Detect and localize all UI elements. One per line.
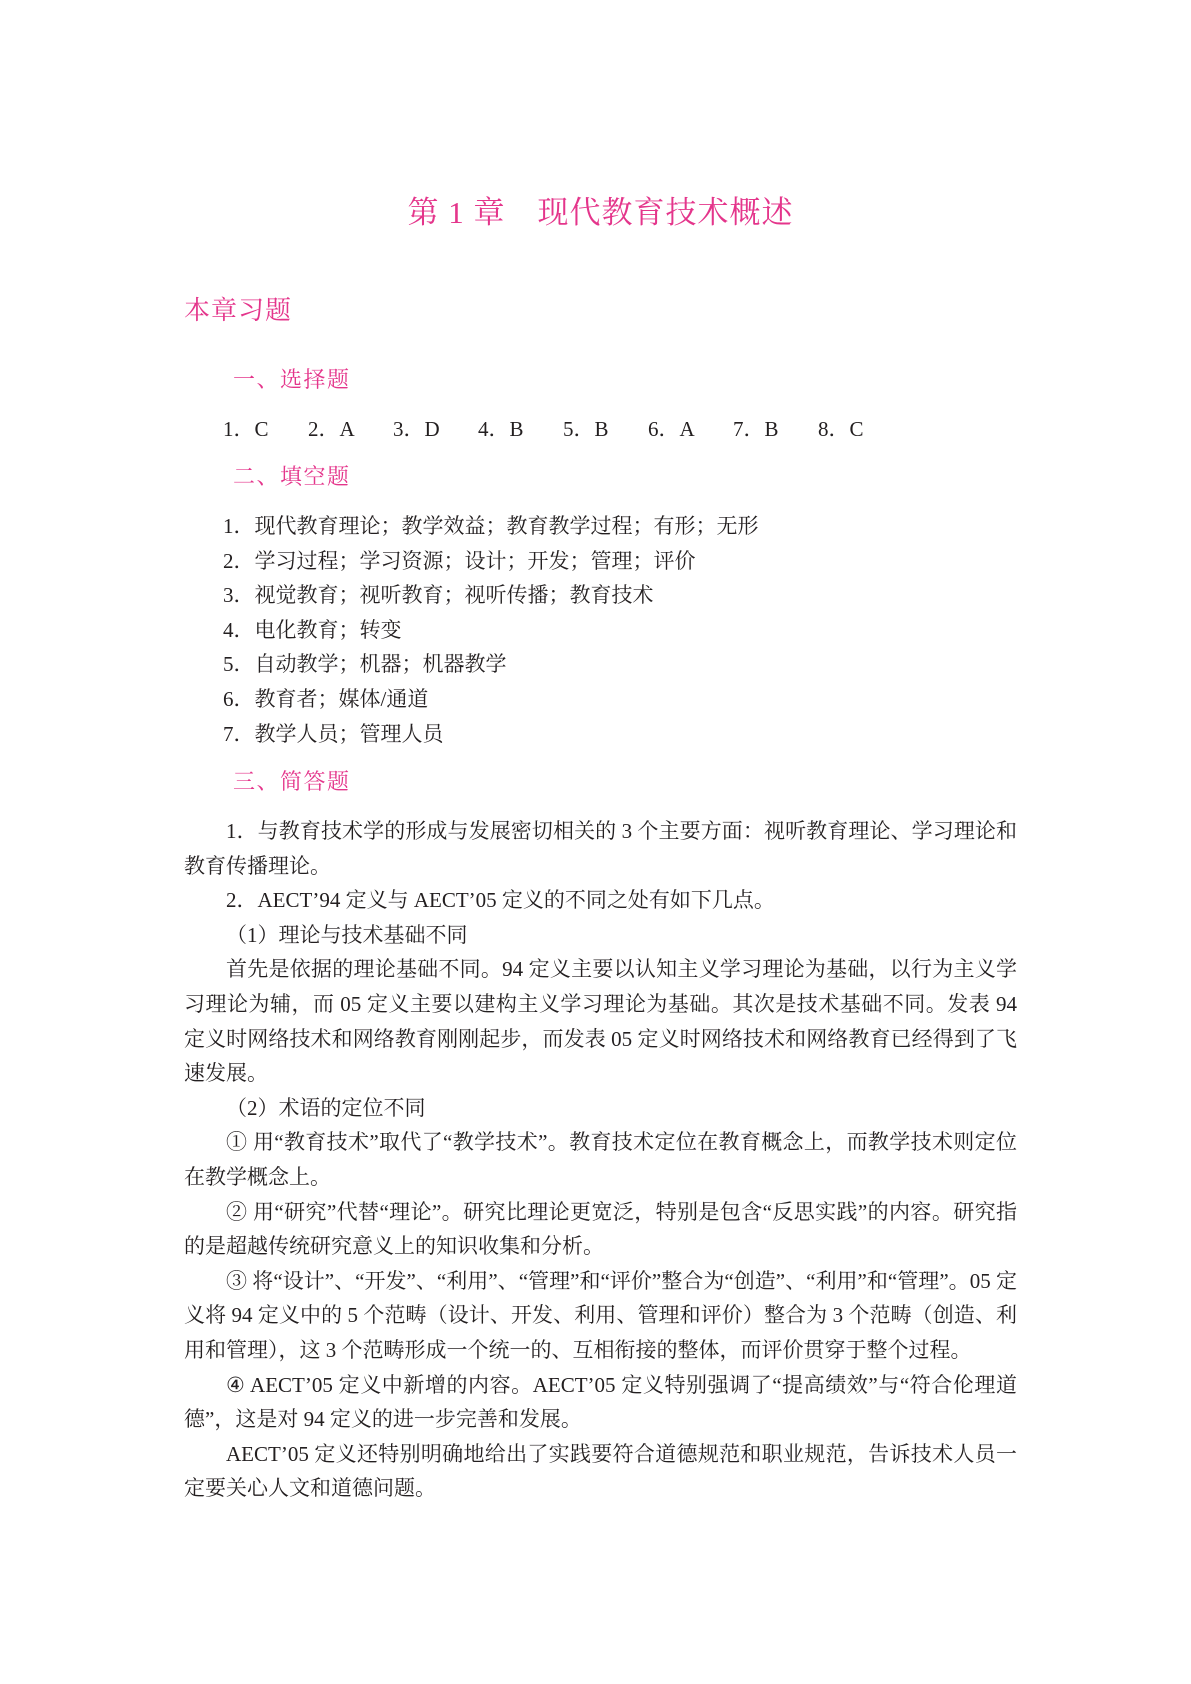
choice-answer: 6．A [648,417,695,441]
multiple-choice-answers [223,412,903,446]
subpoint-2-item-1: ① 用“教育技术”取代了“教学技术”。教育技术定位在教育概念上，而教学技术则定位在教学概念上。 [184,1130,1017,1189]
chapter-title: 第 1 章 现代教育技术概述 [407,195,794,230]
multiple-choice-heading: 一、选择题 [233,367,351,392]
choice-answer: 7．B [733,417,779,441]
choice-answer: 1．C [223,417,269,441]
short-answer-2-intro: 2．AECT’94 定义与 AECT’05 定义的不同之处有如下几点。 [226,888,775,913]
choice-answer: 3．D [393,417,440,441]
fill-blank-item: 5．自动教学；机器；机器教学 [223,652,507,677]
choice-answer: 2．A [308,417,355,441]
choice-answer: 8．C [818,417,864,441]
choice-answer: 5．B [563,417,609,441]
fill-blank-heading: 二、填空题 [233,464,351,489]
short-answer-2-conclusion: AECT’05 定义还特别明确地给出了实践要符合道德规范和职业规范，告诉技术人员一定要关心人文和道德问题。 [184,1441,1017,1501]
subpoint-2-item-3: ③ 将“设计”、“开发”、“利用”、“管理”和“评价”整合为“创造”、“利用”和“管理”。05 定义将 94 定义中的 5 个范畴（设计、开发、利用、管理和评价）整合为 3 个范畴（创造、利用和管理），这 3 个范畴形成一个统一的、互相衔接的整体，而评价贯穿于整个过程。 [184,1268,1017,1362]
short-answer-1: 1．与教育技术学的形成与发展密切相关的 3 个主要方面：视听教育理论、学习理论和教育传播理论。 [184,819,1017,878]
subpoint-2-item-2: ② 用“研究”代替“理论”。研究比理论更宽泛，特别是包含“反思实践”的内容。研究指的是超越传统研究意义上的知识收集和分析。 [184,1199,1017,1259]
fill-blank-item: 6．教育者；媒体/通道 [223,686,429,711]
fill-blank-item: 7．教学人员；管理人员 [223,721,444,746]
section-title: 本章习题 [184,296,293,325]
subpoint-1-heading: （1）理论与技术基础不同 [226,922,468,947]
short-answer-heading: 三、简答题 [233,769,351,794]
subpoint-2-heading: （2）术语的定位不同 [226,1095,426,1120]
short-answer-body [184,814,1017,1506]
subpoint-1-text: 首先是依据的理论基础不同。94 定义主要以认知主义学习理论为基础，以行为主义学习理论为辅，而 05 定义主要以建构主义学习理论为基础。其次是技术基础不同。发表 94 定义时网络技术和网络教育刚刚起步，而发表 05 定义时网络技术和网络教育已经得到了飞速发展。 [184,957,1017,1086]
subpoint-2-item-4: ④ AECT’05 定义中新增的内容。AECT’05 定义特别强调了“提高绩效”与“符合伦理道德”，这是对 94 定义的进一步完善和发展。 [184,1372,1017,1432]
fill-blank-list [223,509,1017,751]
fill-blank-item: 3．视觉教育；视听教育；视听传播；教育技术 [223,583,654,608]
fill-blank-item: 4．电化教育；转变 [223,617,402,642]
fill-blank-item: 2．学习过程；学习资源；设计；开发；管理；评价 [223,548,696,573]
fill-blank-item: 1．现代教育理论；教学效益；教育教学过程；有形；无形 [223,514,759,538]
choice-answer: 4．B [478,417,524,441]
